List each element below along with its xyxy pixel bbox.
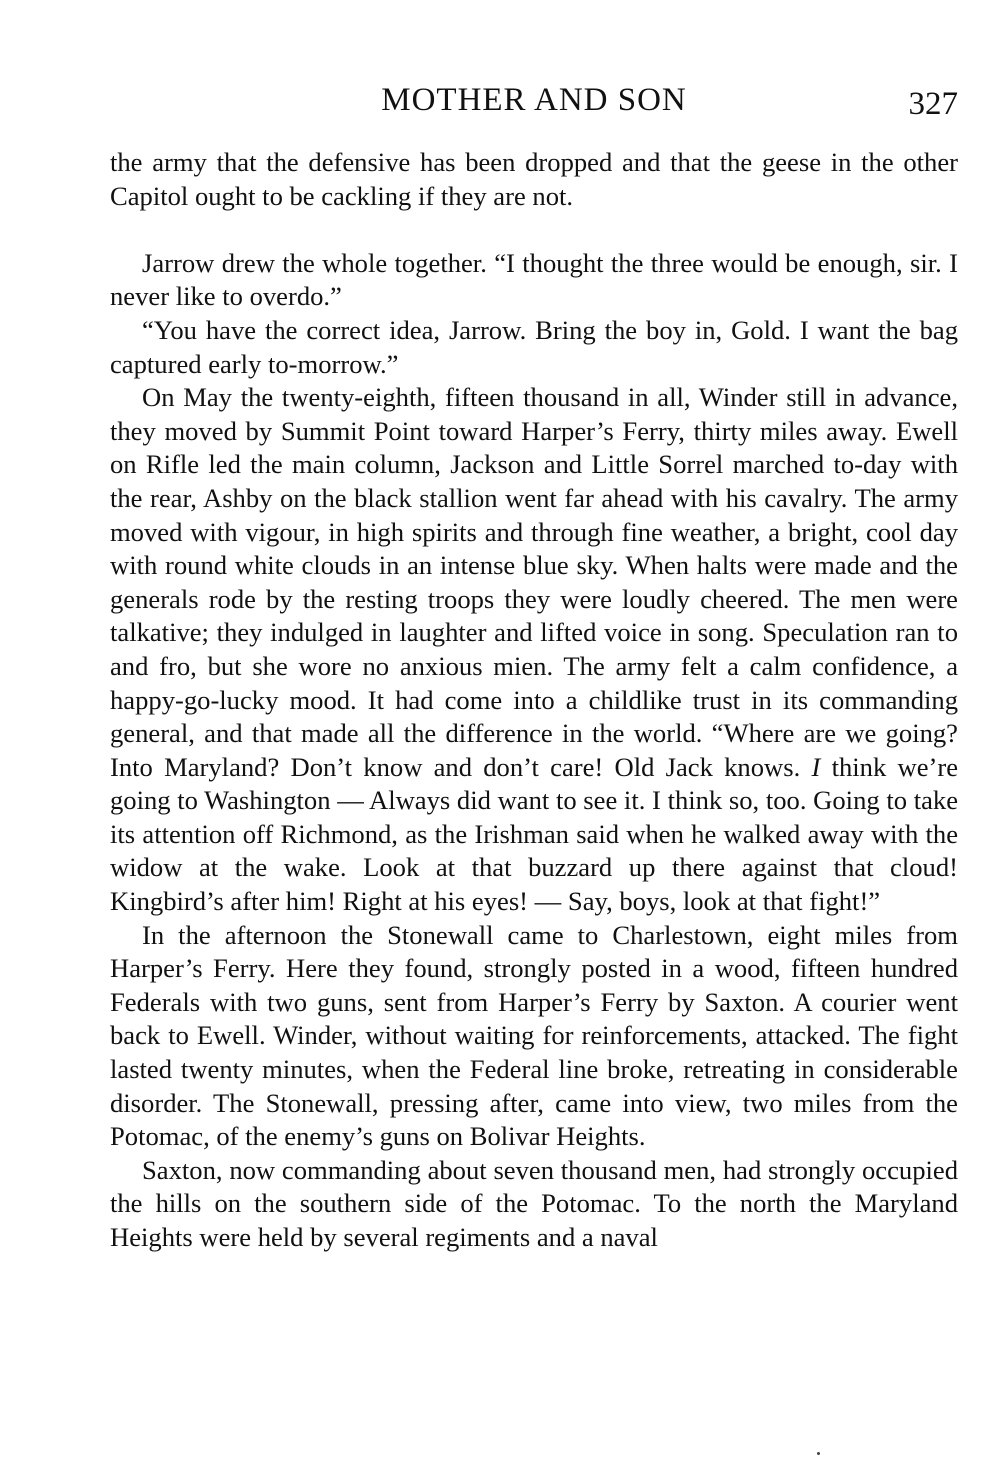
body-text	[110, 146, 958, 1255]
paragraph: Jarrow drew the whole together. “I thought the three would be enough, sir. I never like to overdo.”	[110, 247, 958, 312]
paragraph	[110, 381, 958, 919]
paragraph: the army that the defensive has been dropped and that the geese in the other Capitol ought to be cackling if they are not.	[110, 147, 958, 211]
running-title: MOTHER AND SON	[381, 82, 687, 118]
paragraph-text: think we’re going to Washington — Always did want to see it. I think so, too. Going to take its attention off Richmond, as the Irishman said when he walked away with the widow at the wake. Look at that buzzard up there against that cloud! Kingbird’s after him! Right at his eyes! — Say, boys, look at that fight!”	[110, 751, 959, 917]
italic-word: I	[811, 751, 821, 782]
page-number: 327	[908, 86, 958, 122]
paragraph: In the afternoon the Stonewall came to Charlestown, eight miles from Harper’s Ferry. Here they found, strongly posted in a wood, fifteen hundred Federals with two guns, sent from Harper’s Ferry by Saxton. A courier went back to Ewell. Winder, without waiting for reinforcements, attacked. The fight lasted twenty minutes, when the Federal line broke, retreating in considerable disorder. The Stonewall, pressing after, came into view, two miles from the Potomac, of the enemy’s guns on Bolivar Heights.	[110, 919, 958, 1152]
paragraph: Saxton, now commanding about seven thousand men, had strongly occupied the hills on the southern side of the Potomac. To the north the Maryland Heights were held by several regiments and a naval	[110, 1154, 958, 1252]
paragraph: “You have the correct idea, Jarrow. Bring the boy in, Gold. I want the bag captured early to-morrow.”	[110, 314, 958, 379]
running-head	[110, 76, 958, 124]
paragraph-text: On May the twenty-eighth, fifteen thousand in all, Winder still in advance, they moved by Summit Point toward Harper’s Ferry, thirty miles away. Ewell on Rifle led the main column, Jackson and Little Sorrel marched to-day with the rear, Ashby on the black stallion went far ahead with his cavalry. The army moved with vigour, in high spirits and through fine weather, a bright, cool day with round white clouds in an intense blue sky. When halts were made and the generals rode by the resting troops they were loudly cheered. The men were talkative; they indulged in laughter and lifted voice in song. Speculation ran to and fro, but she wore no anxious mien. The army felt a calm confidence, a happy-go-lucky mood. It had come into a childlike trust in its commanding general, and that made all the difference in the world. “Where are we going? Into Maryland? Don’t know and don’t care! Old Jack knows.	[110, 382, 958, 782]
print-speck	[817, 1452, 820, 1455]
